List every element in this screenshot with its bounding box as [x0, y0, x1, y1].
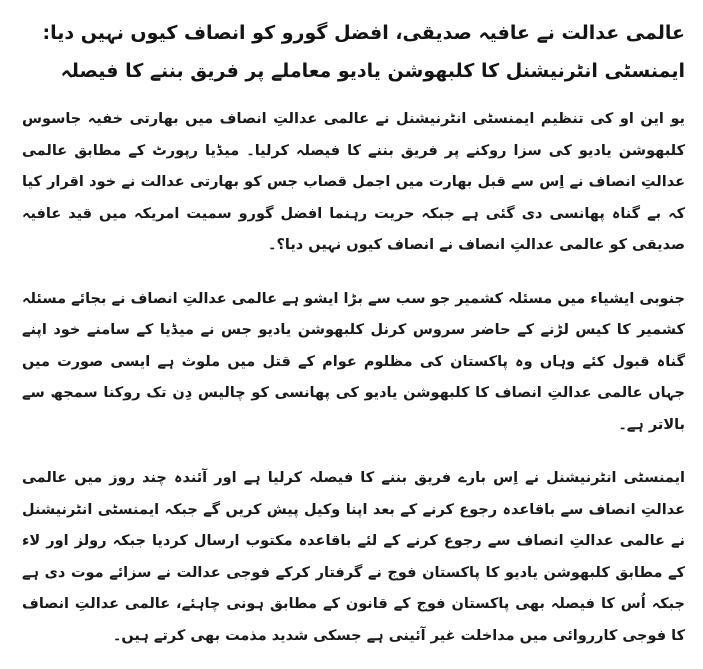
- article-paragraph-3: ایمنسٹی انٹرنیشنل نے اِس بارے فریق بننے کا فیصلہ کرلیا ہے اور آئندہ چند روز میں عالمی عدالتِ انصاف سے باقاعدہ رجوع کرنے کے بعد اپنا وکیل پیش کریں گے جبکہ ایمنسٹی انٹرنیشنل نے عالمی عدالتِ انصاف سے رجوع کرنے کے لئے باقاعدہ مکتوب ارسال کردیا جبکہ رولز اور لاء کے مطابق کلبھوشن یادیو کا پاکستان فوج نے گرفتار کرکے فوجی عدالت نے سزائے موت دی ہے جبکہ اُس کا فیصلہ بھی پاکستان فوج کے قانون کے مطابق ہونی چاہئے، عالمی عدالتِ انصاف کا فوجی کارروائی میں مداخلت غیر آئینی ہے جسکی شدید مذمت بھی کرتے ہیں۔: [22, 470, 685, 644]
- article-headline: عالمی عدالت نے عافیہ صدیقی، افضل گورو کو انصاف کیوں نہیں دیا: ایمنسٹی انٹرنیشنل کا کلبھوشن یادیو معاملے پر فریق بننے کا فیصلہ: [42, 22, 685, 82]
- article-paragraph-2: جنوبی ایشیاء میں مسئلہ کشمیر جو سب سے بڑا ایشو ہے عالمی عدالتِ انصاف نے بجائے مسئلہ کشمیر کا کیس لڑنے کے حاضر سروس کرنل کلبھوشن یادیو جس نے میڈیا کے سامنے خود اپنے گناہ قبول کئے وہاں وہ پاکستان کی مظلوم عوام کے قتل میں ملوث ہے ایسی صورت میں جہاں عالمی عدالتِ انصاف کا کلبھوشن یادیو کی پھانسی کو چالیس دِن تک روکنا سمجھ سے بالاتر ہے۔: [22, 290, 685, 433]
- article-paragraph-1: یو این او کی تنظیم ایمنسٹی انٹرنیشنل نے عالمی عدالتِ انصاف میں بھارتی خفیہ جاسوس کلبھوشن یادیو کی سزا روکنے پر فریق بننے کا فیصلہ کرلیا۔ میڈیا رپورٹ کے مطابق عالمی عدالتِ انصاف نے اِس سے قبل بھارت میں اجمل قصاب جس کو بھارتی عدالت نے خود اقرار کیا کہ بے گناہ پھانسی دی گئی ہے جبکہ حریت رہنما افضل گورو سمیت امریکہ میں قید عافیہ صدیقی کو عالمی عدالتِ انصاف نے انصاف کیوں نہیں دیا؟۔: [22, 111, 685, 253]
